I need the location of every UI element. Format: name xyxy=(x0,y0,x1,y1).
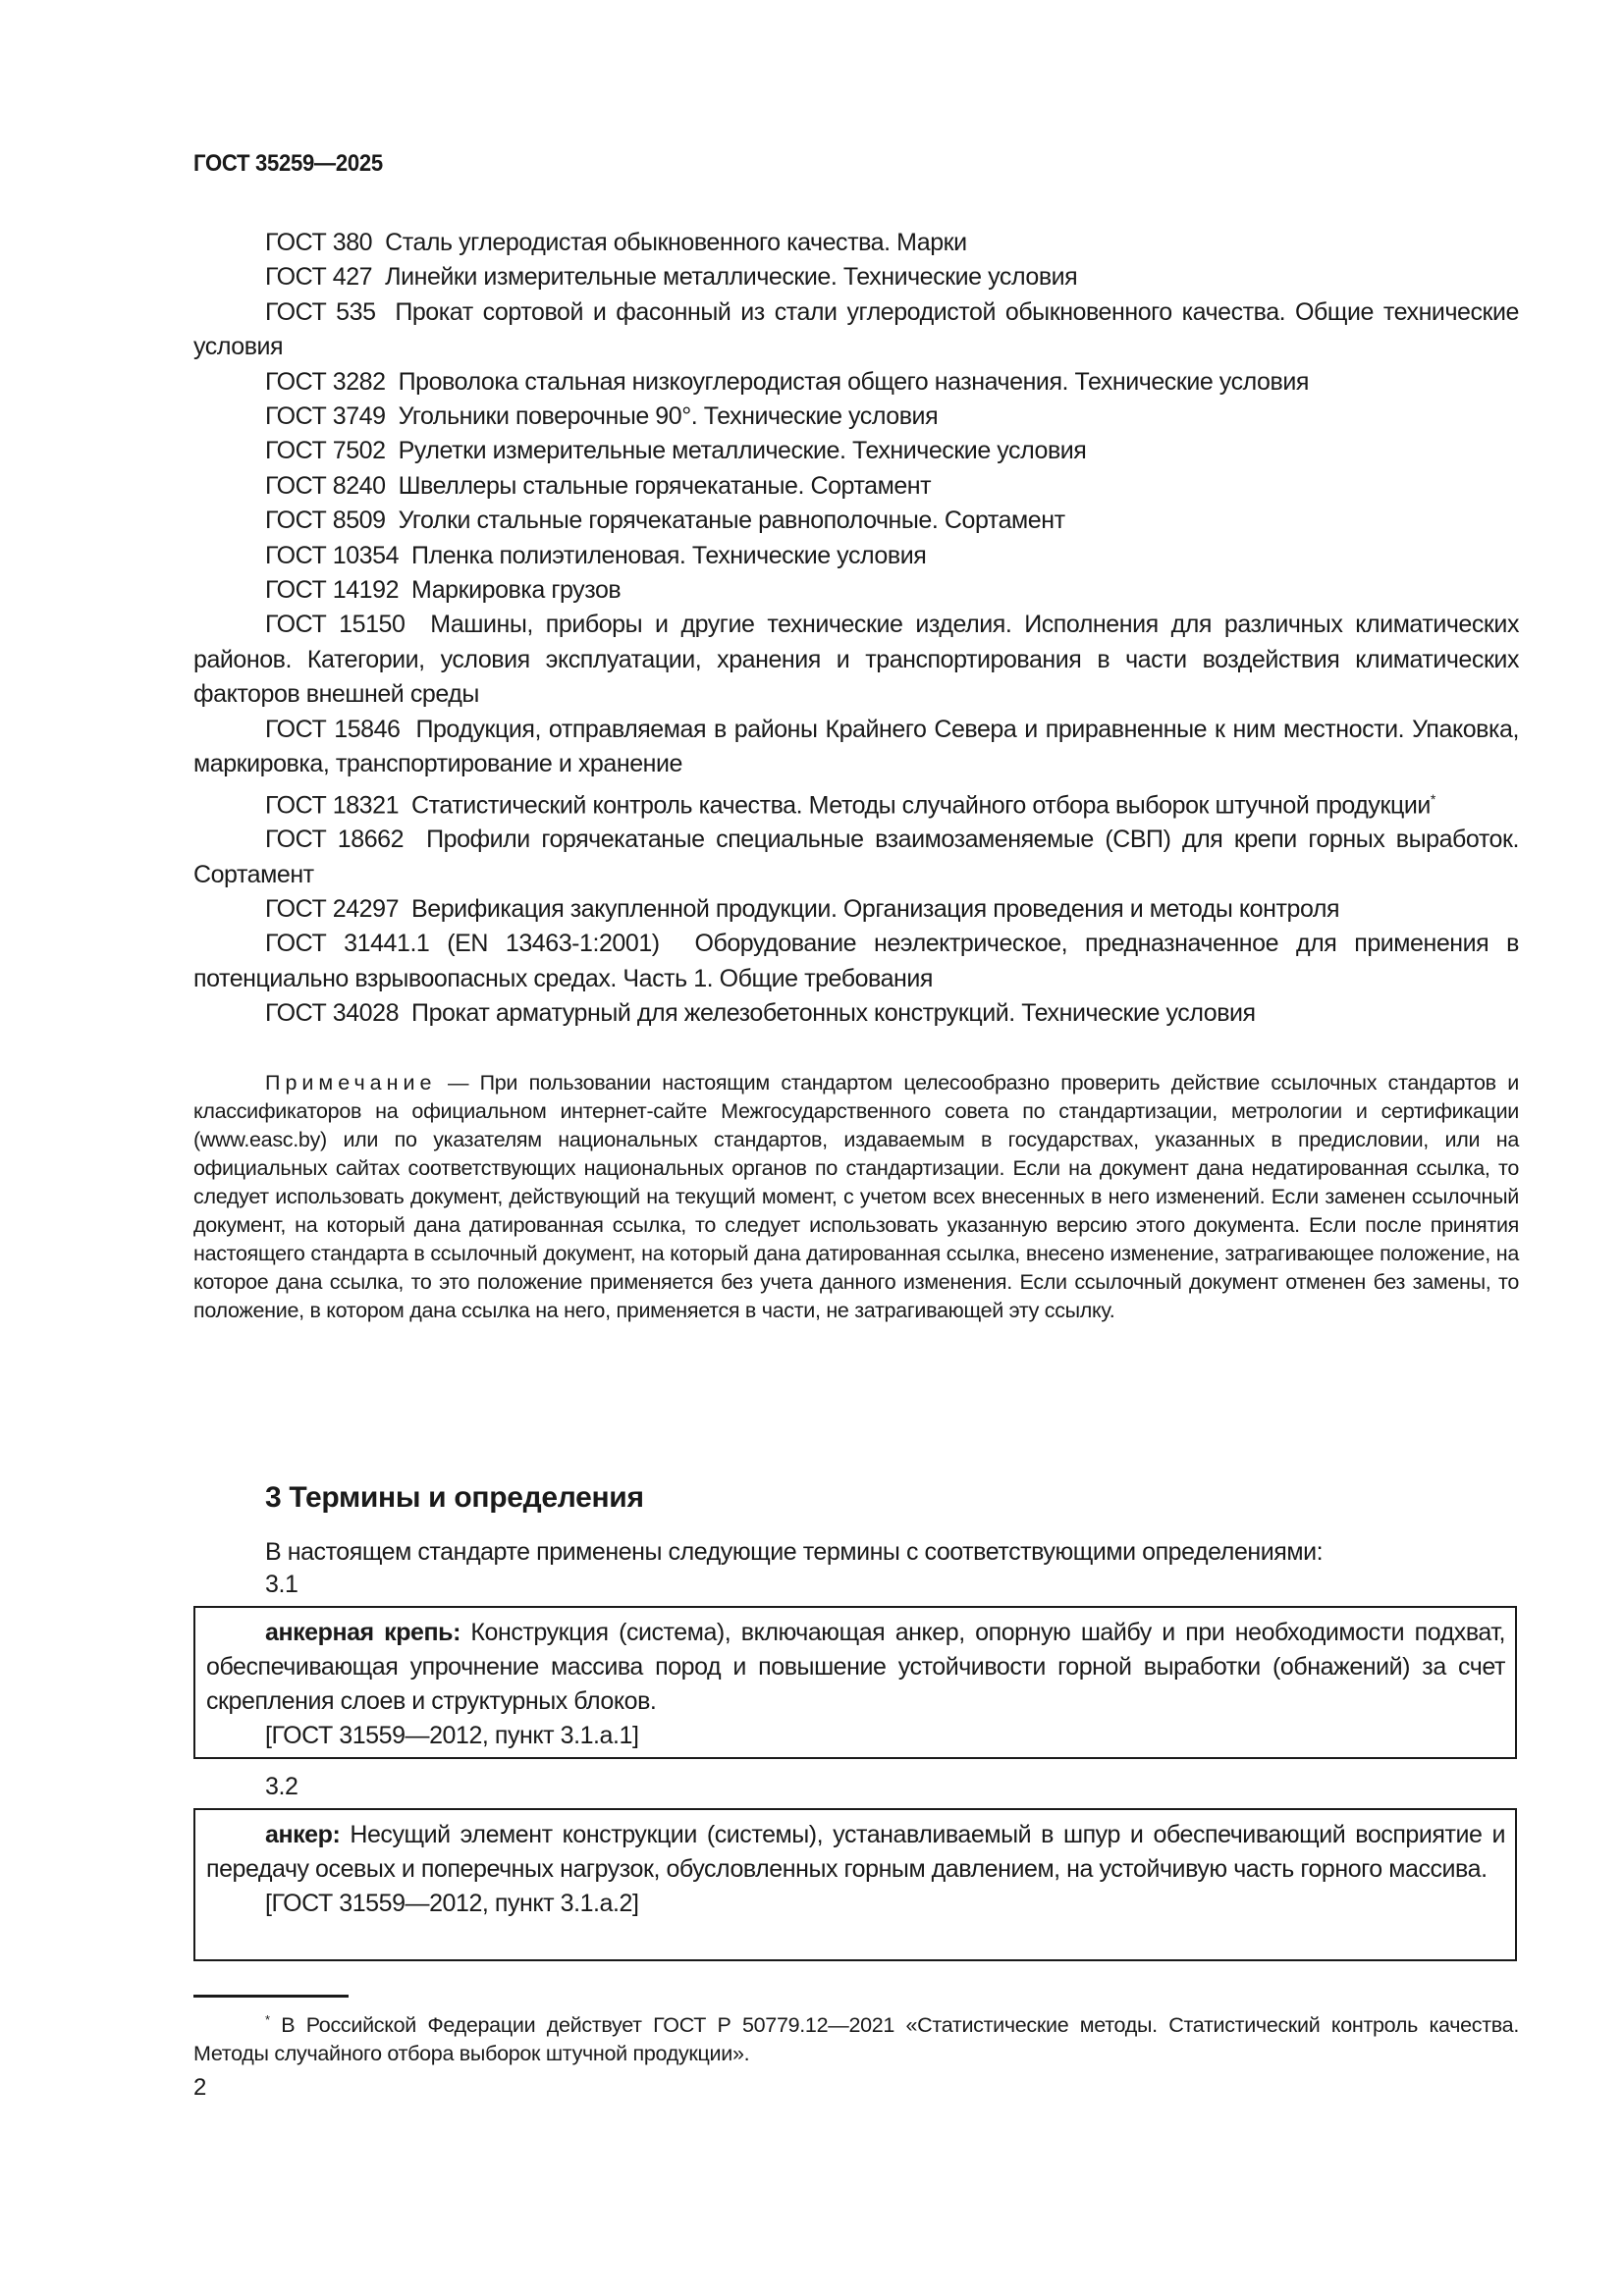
note-block xyxy=(193,1069,1519,1325)
reference-code: ГОСТ 24297 xyxy=(265,895,400,924)
reference-title: Уголки стальные горячекатаные равнополочные. Сортамент xyxy=(398,507,1065,535)
reference-item xyxy=(193,823,1519,892)
reference-item xyxy=(193,713,1519,782)
term-definition: Конструкция (система), включающая анкер, опорную шайбу и при необходимости подхват, обеспечивающая упрочнение массива пород и повышение устойчивости горной выработки (обнажений) за счет скрепления слоев и структурных блоков. xyxy=(206,1619,1505,1715)
reference-item xyxy=(193,434,1519,468)
term-number: 3.1 xyxy=(265,1571,298,1598)
reference-title: Прокат сортовой и фасонный из стали углеродистой обыкновенного качества. Общие технические условия xyxy=(193,297,1519,361)
reference-code: ГОСТ 14192 xyxy=(265,576,400,605)
note-text: — При пользовании настоящим стандартом целесообразно проверить действие ссылочных стандартов и классификаторов на официальном интернет-сайте Межгосударственного совета по стандартизации, метрологии и сертификации (www.easc.by) или по указателям национальных стандартов, издаваемым в государствах, указанных в предисловии, или на официальных сайтах соответствующих национальных органов по стандартизации. Если на документ дана недатированная ссылка, то следует использовать документ, действующий на текущий момент, с учетом всех внесенных в него изменений. Если заменен ссылочный документ, на который дана датированная ссылка, то следует использовать указанную версию этого документа. Если после принятия настоящего стандарта в ссылочный документ, на который дана датированная ссылка, внесено изменение, затрагивающее положение, на которое дана ссылка, то это положение применяется без учета данного изменения. Если ссылочный документ отменен без замены, то положение, в котором дана ссылка на него, применяется в части, не затрагивающей эту ссылку. xyxy=(193,1071,1519,1322)
reference-item xyxy=(193,226,1519,260)
reference-item xyxy=(193,260,1519,294)
reference-code: ГОСТ 3749 xyxy=(265,402,386,431)
note-label: Примечание xyxy=(265,1071,437,1095)
term-source: [ГОСТ 31559—2012, пункт 3.1.а.1] xyxy=(265,1722,639,1749)
document-header: ГОСТ 35259—2025 xyxy=(193,150,383,177)
reference-code: ГОСТ 15846 xyxy=(265,715,401,743)
reference-item xyxy=(193,469,1519,504)
reference-item xyxy=(193,400,1519,434)
footnote-marker[interactable]: * xyxy=(1430,790,1435,807)
reference-item xyxy=(193,782,1519,824)
reference-title: Маркировка грузов xyxy=(411,576,622,605)
reference-title: Сталь углеродистая обыкновенного качества. Марки xyxy=(385,229,967,256)
reference-code: ГОСТ 15150 xyxy=(265,611,406,639)
reference-item xyxy=(193,573,1519,608)
footnote-mark: * xyxy=(265,2012,270,2027)
reference-code: ГОСТ 18662 xyxy=(265,826,405,854)
reference-title: Машины, приборы и другие технические изделия. Исполнения для различных климатических районов. Категории, условия эксплуатации, хранения и транспортирования в части воздействия климатических факторов внешней среды xyxy=(193,611,1519,709)
reference-item xyxy=(193,295,1519,365)
reference-title: Угольники поверочные 90°. Технические условия xyxy=(398,402,939,431)
reference-code: ГОСТ 3282 xyxy=(265,367,386,396)
reference-code: ГОСТ 427 xyxy=(265,263,373,292)
term-name: анкерная крепь: xyxy=(265,1619,460,1646)
reference-item xyxy=(193,539,1519,573)
reference-title: Проволока стальная низкоуглеродистая общего назначения. Технические условия xyxy=(398,367,1309,396)
reference-code: ГОСТ 10354 xyxy=(265,541,400,569)
reference-code: ГОСТ 8509 xyxy=(265,507,386,535)
term-definition: Несущий элемент конструкции (системы), устанавливаемый в шпур и обеспечивающий восприятие и передачу осевых и поперечных нагрузок, обусловленных горным давлением, на устойчивую часть горного массива. xyxy=(206,1821,1505,1883)
reference-title: Верификация закупленной продукции. Организация проведения и методы контроля xyxy=(411,895,1340,924)
reference-title: Оборудование неэлектрическое, предназначенное для применения в потенциально взрывоопасных средах. Часть 1. Общие требования xyxy=(193,930,1519,992)
reference-code: ГОСТ 535 xyxy=(265,297,376,326)
reference-item xyxy=(193,504,1519,538)
footnote xyxy=(193,2005,1519,2068)
reference-title: Швеллеры стальные горячекатаные. Сортамент xyxy=(398,471,932,500)
reference-item xyxy=(193,996,1519,1031)
term-source: [ГОСТ 31559—2012, пункт 3.1.а.2] xyxy=(265,1890,639,1917)
reference-item xyxy=(193,892,1519,927)
reference-code: ГОСТ 8240 xyxy=(265,471,386,500)
reference-code: ГОСТ 31441.1 (EN 13463-1:2001) xyxy=(265,930,660,958)
page-number: 2 xyxy=(193,2074,207,2101)
reference-item xyxy=(193,608,1519,712)
normative-references-list xyxy=(193,226,1519,1032)
reference-item xyxy=(193,365,1519,400)
reference-title: Статистический контроль качества. Методы случайного отбора выборок штучной продукции xyxy=(411,790,1431,819)
term-name: анкер: xyxy=(265,1821,341,1848)
reference-code: ГОСТ 7502 xyxy=(265,437,386,465)
reference-title: Линейки измерительные металлические. Технические условия xyxy=(385,263,1078,292)
reference-title: Рулетки измерительные металлические. Технические условия xyxy=(398,437,1087,465)
reference-code: ГОСТ 18321 xyxy=(265,790,400,819)
footnote-text: В Российской Федерации действует ГОСТ Р 50779.12—2021 «Статистические методы. Статистический контроль качества. Методы случайного отбора выборок штучной продукции». xyxy=(193,2013,1519,2066)
term-definition-box xyxy=(193,1606,1517,1759)
reference-item xyxy=(193,927,1519,996)
section-heading: 3 Термины и определения xyxy=(265,1481,644,1514)
reference-title: Пленка полиэтиленовая. Технические условия xyxy=(411,541,927,569)
term-number: 3.2 xyxy=(265,1773,298,1800)
footnote-separator xyxy=(193,1995,349,1998)
reference-code: ГОСТ 34028 xyxy=(265,999,400,1028)
reference-title: Прокат арматурный для железобетонных конструкций. Технические условия xyxy=(411,999,1256,1028)
reference-code: ГОСТ 380 xyxy=(265,229,373,256)
reference-title: Продукция, отправляемая в районы Крайнего Севера и приравненные к ним местности. Упаковка, маркировка, транспортирование и хранение xyxy=(193,715,1519,778)
reference-title: Профили горячекатаные специальные взаимозаменяемые (СВП) для крепи горных выработок. Сортамент xyxy=(193,826,1519,888)
term-definition-box xyxy=(193,1808,1517,1961)
section-intro: В настоящем стандарте применены следующие термины с соответствующими определениями: xyxy=(265,1538,1324,1566)
